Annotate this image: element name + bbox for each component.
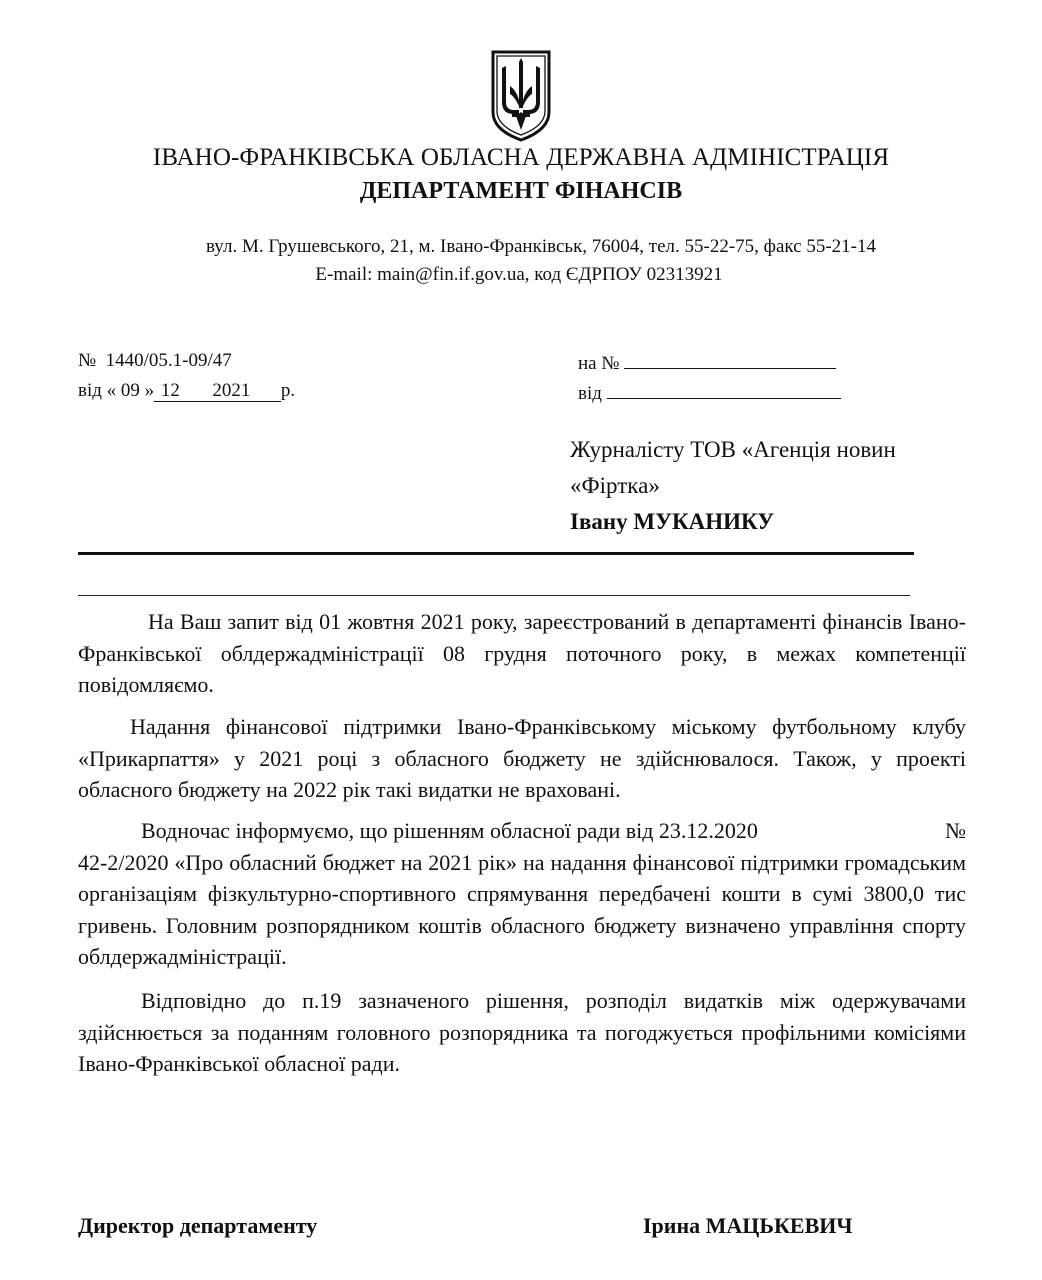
paragraph-1: На Ваш запит від 01 жовтня 2021 року, зареєстрований в департаменті фінансів Івано-Франківської облдержадміністрації 08 грудня поточного року, в межах компетенції повідомляємо. bbox=[78, 609, 966, 697]
paragraph-2: Надання фінансової підтримки Івано-Франківському міському футбольному клубу «Прикарпаття» у 2021 році з обласного бюджету не здійснювалося. Також, у проекті обласного бюджету на 2022 рік такі видатки не враховані. bbox=[78, 714, 966, 802]
paragraph-3 bbox=[78, 815, 966, 973]
paragraph-4: Відповідно до п.19 зазначеного рішення, розподіл видатків між одержувачами здійснюється за поданням головного розпорядника та погоджується профільними комісіями Івано-Франківської обласної ради. bbox=[78, 988, 966, 1076]
incoming-number bbox=[578, 350, 836, 375]
signer-name: Ірина МАЦЬКЕВИЧ bbox=[643, 1213, 853, 1238]
outgoing-number bbox=[78, 350, 232, 372]
date-year: 2021 bbox=[210, 380, 281, 402]
org-name: ІВАНО-ФРАНКІВСЬКА ОБЛАСНА ДЕРЖАВНА АДМІНІСТРАЦІЯ bbox=[152, 144, 890, 171]
recipient-name: Івану МУКАНИКУ bbox=[570, 509, 775, 534]
trident-coat-of-arms-icon bbox=[490, 50, 552, 142]
address-line: вул. М. Грушевського, 21, м. Івано-Франківськ, 76004, тел. 55-22-75, факс 55-21-14 bbox=[205, 236, 877, 257]
department-name: ДЕПАРТАМЕНТ ФІНАНСІВ bbox=[359, 178, 683, 204]
number-prefix: № bbox=[78, 350, 97, 371]
divider-thick bbox=[78, 552, 914, 555]
incoming-date-blank bbox=[607, 380, 841, 399]
incoming-number-label: на № bbox=[578, 353, 620, 374]
incoming-date bbox=[578, 380, 841, 405]
signer-title: Директор департаменту bbox=[78, 1213, 318, 1238]
contacts-line: E-mail: main@fin.if.gov.ua, код ЄДРПОУ 02313921 bbox=[315, 264, 723, 285]
outgoing-date bbox=[78, 380, 295, 402]
paragraph-3-start: Водночас інформуємо, що рішенням обласної ради від 23.12.2020 bbox=[141, 818, 758, 843]
incoming-date-label: від bbox=[578, 383, 602, 404]
date-month: 12 bbox=[154, 380, 210, 402]
date-prefix: від « 09 » bbox=[78, 380, 155, 401]
date-suffix: р. bbox=[280, 380, 296, 401]
recipient-block bbox=[570, 432, 950, 540]
paragraph-3-rest: 42-2/2020 «Про обласний бюджет на 2021 рік» на надання фінансової підтримки громадським організаціям фізкультурно-спортивного спрямування передбачені кошти в сумі 3800,0 тис гривень. Головним розпорядником коштів обласного бюджету визначено управління спорту облдержадміністрації. bbox=[78, 849, 966, 969]
recipient-line-2: «Фіртка» bbox=[570, 473, 660, 498]
recipient-line-1: Журналісту ТОВ «Агенція новин bbox=[570, 437, 896, 462]
divider-thin bbox=[78, 595, 910, 596]
incoming-number-blank bbox=[624, 350, 836, 369]
paragraph-3-number-sign: № bbox=[945, 818, 966, 843]
number-value: 1440/05.1-09/47 bbox=[105, 350, 232, 371]
